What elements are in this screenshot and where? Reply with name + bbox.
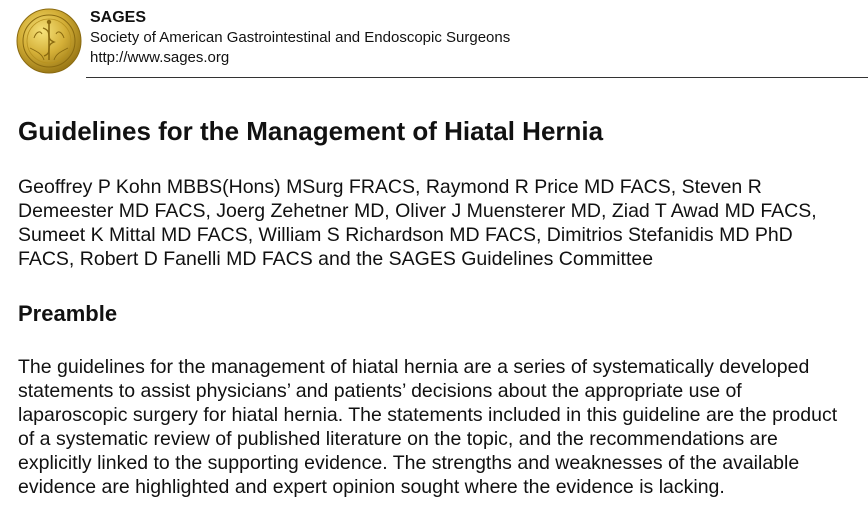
paragraph-line: of a systematic review of published literature on the topic, and the recommendations are (18, 428, 778, 450)
paragraph-line: statements to assist physicians’ and patients’ decisions about the appropriate use of (18, 380, 742, 402)
author-line: Sumeet K Mittal MD FACS, William S Richardson MD FACS, Dimitrios Stefanidis MD PhD (18, 224, 793, 246)
document-header (0, 0, 868, 78)
author-list (18, 175, 868, 271)
preamble-paragraph (18, 355, 868, 499)
paragraph-line: laparoscopic surgery for hiatal hernia. The statements included in this guideline are the product (18, 404, 838, 426)
document-title: Guidelines for the Management of Hiatal Hernia (18, 116, 604, 146)
org-url[interactable]: http://www.sages.org (90, 49, 230, 66)
sages-seal-icon (16, 8, 82, 74)
author-line: Demeester MD FACS, Joerg Zehetner MD, Oliver J Muensterer MD, Ziad T Awad MD FACS, (18, 200, 817, 222)
author-line: FACS, Robert D Fanelli MD FACS and the SAGES Guidelines Committee (18, 248, 654, 270)
paragraph-line: evidence are highlighted and expert opinion sought where the evidence is lacking. (18, 476, 725, 498)
paragraph-line: The guidelines for the management of hiatal hernia are a series of systematically developed (18, 356, 810, 378)
paragraph-line: explicitly linked to the supporting evidence. The strengths and weaknesses of the available (18, 452, 800, 474)
header-divider (86, 77, 868, 78)
org-full-name: Society of American Gastrointestinal and Endoscopic Surgeons (90, 29, 511, 46)
author-line: Geoffrey P Kohn MBBS(Hons) MSurg FRACS, Raymond R Price MD FACS, Steven R (18, 176, 762, 198)
org-name: SAGES (90, 9, 147, 26)
section-heading-preamble: Preamble (18, 301, 118, 326)
organization-info (90, 8, 510, 68)
